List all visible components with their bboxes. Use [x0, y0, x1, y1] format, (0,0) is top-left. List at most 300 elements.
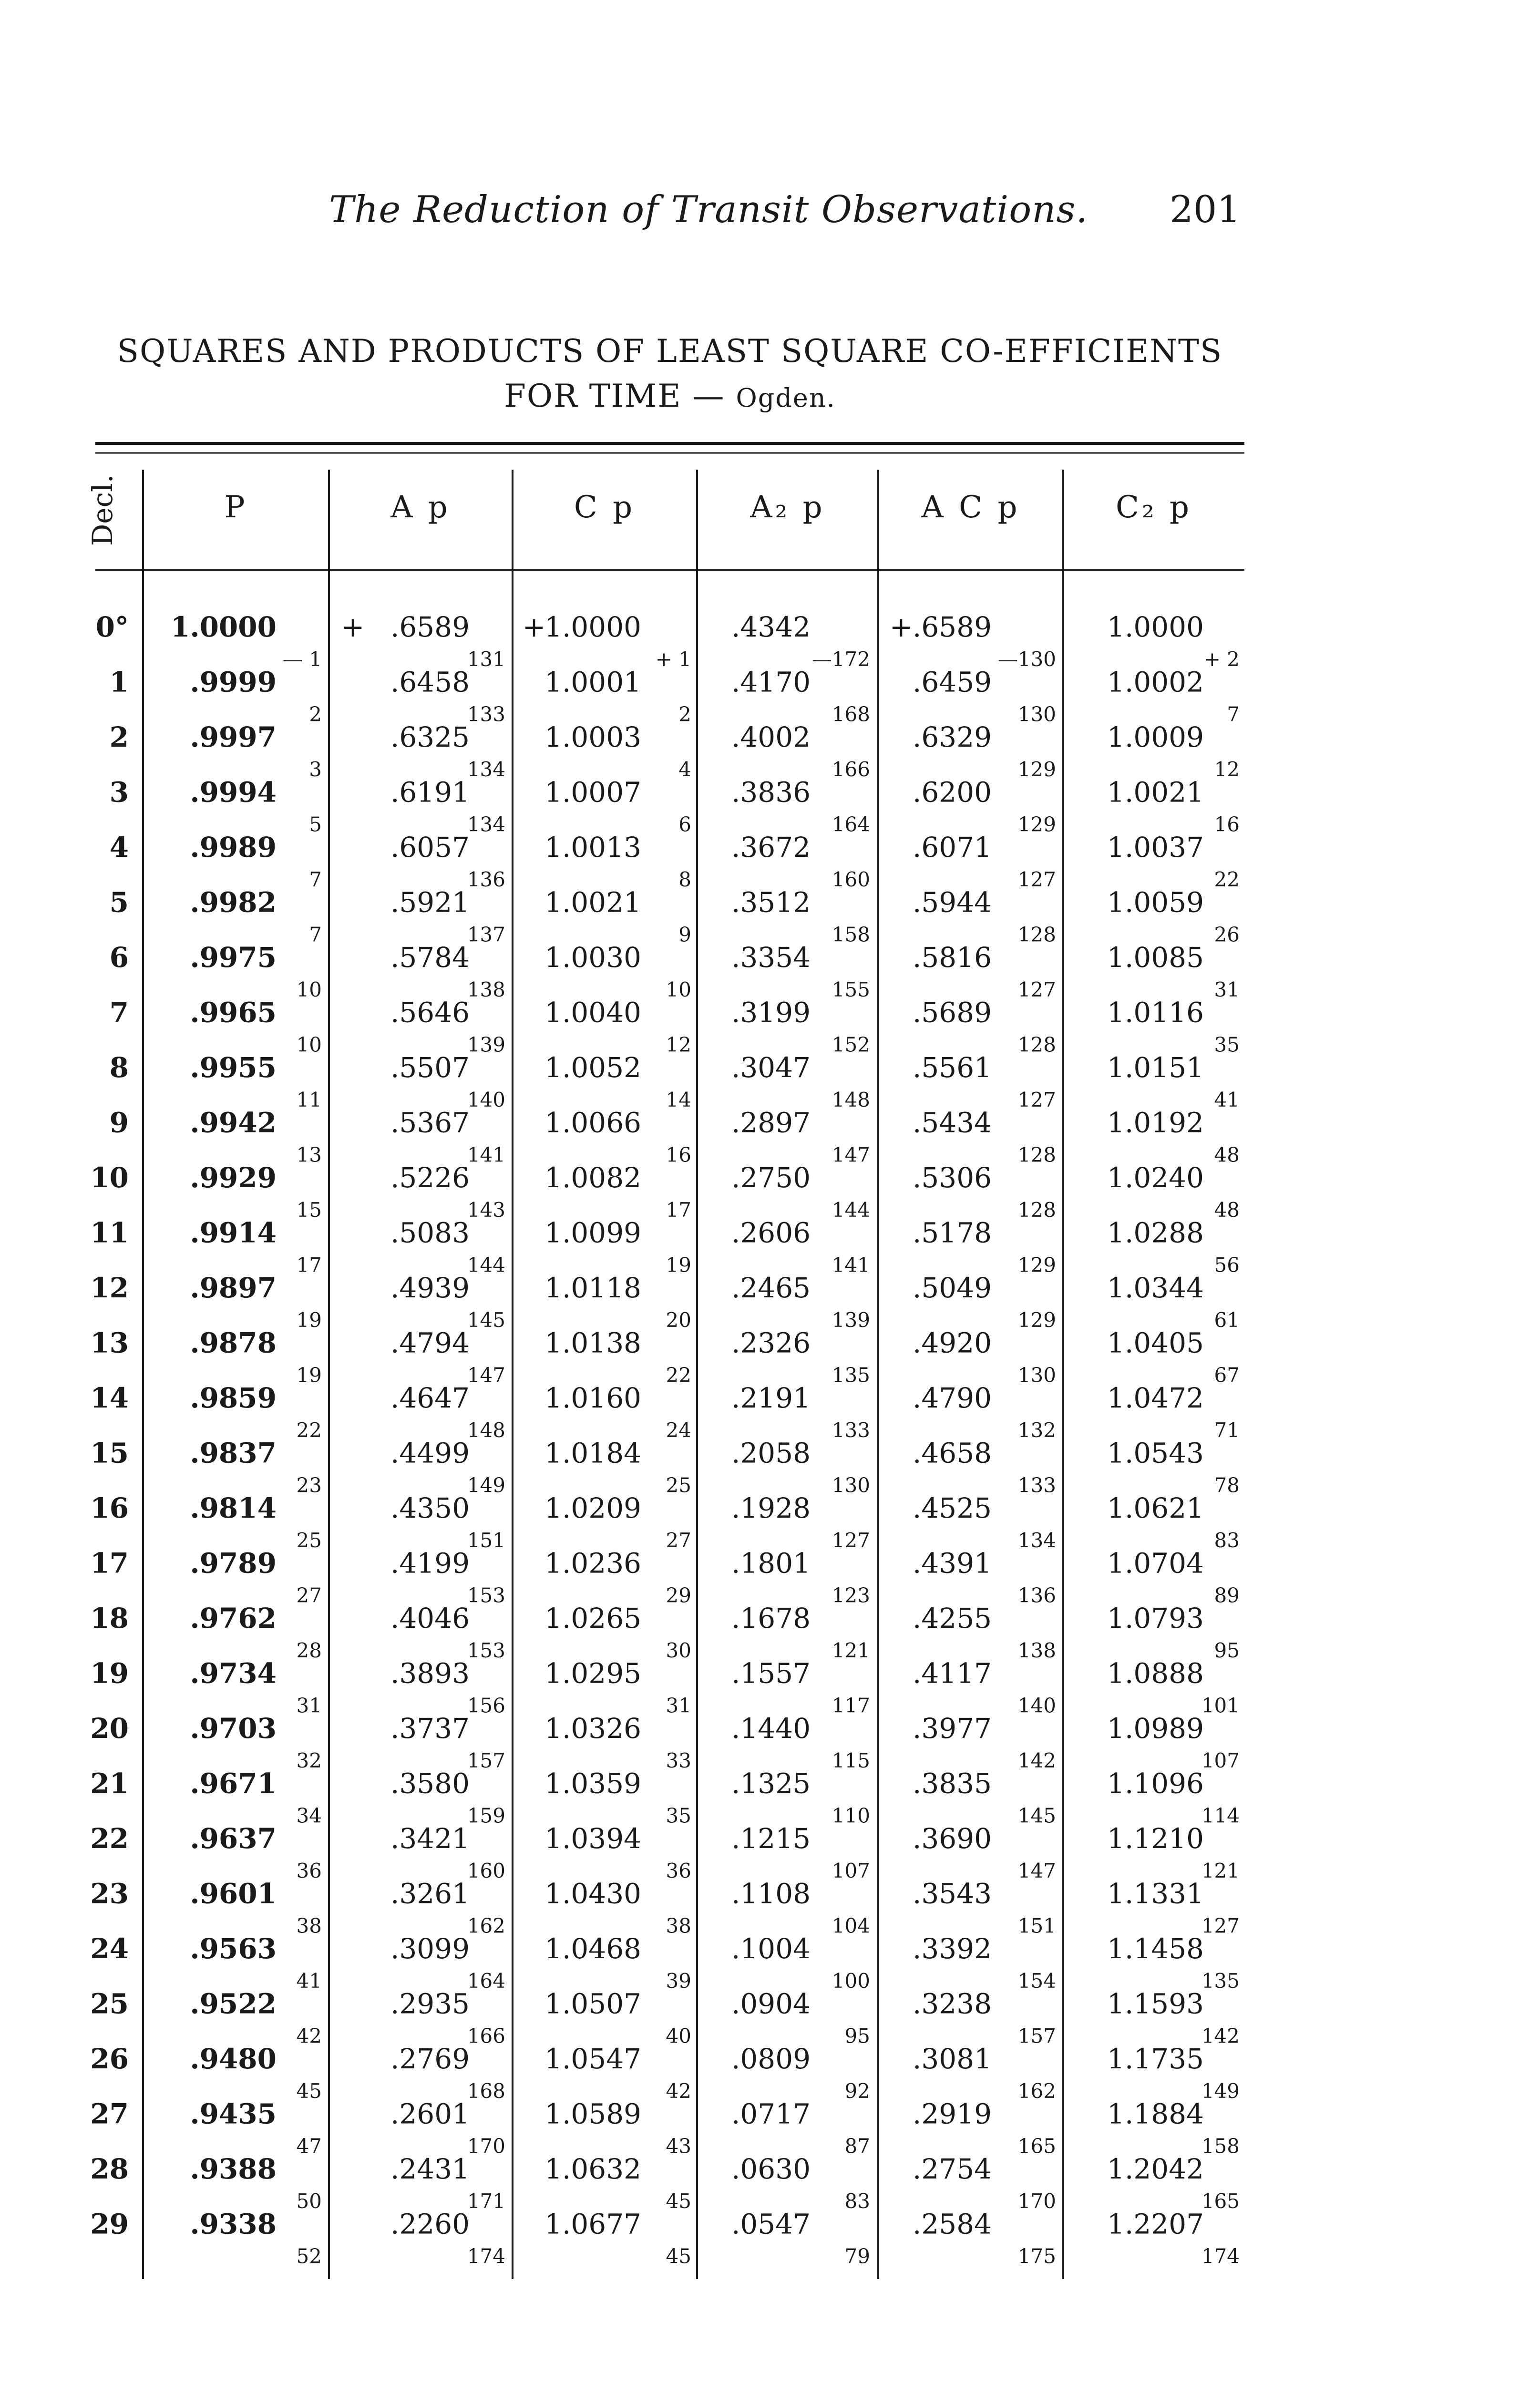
cell-value: .1440	[731, 1712, 811, 1745]
cell-value: .9997	[190, 721, 277, 753]
cell-value: .3081	[912, 2043, 992, 2075]
difference-value: 138	[1017, 1639, 1056, 1662]
difference-value: 168	[467, 2079, 505, 2103]
cell-value: 1.0000	[1107, 611, 1204, 643]
cell-value: .3737	[390, 1712, 470, 1745]
difference-value: 100	[832, 1969, 870, 1993]
difference-value: 35	[1214, 1033, 1240, 1057]
difference-value: 29	[666, 1583, 691, 1607]
cell-value: .9703	[190, 1712, 277, 1745]
difference-value: 139	[832, 1308, 870, 1332]
decl-value: 0°	[95, 611, 129, 643]
difference-value: 78	[1214, 1473, 1240, 1497]
difference-value: 168	[832, 702, 870, 726]
cell-value: .2058	[731, 1437, 811, 1469]
difference-value: 143	[467, 1198, 505, 1222]
cell-value: .1928	[731, 1492, 811, 1524]
difference-value: 127	[1017, 868, 1056, 891]
column-header: C p	[574, 490, 636, 525]
cell-value: .5434	[912, 1106, 992, 1139]
cell-value: .9734	[190, 1657, 277, 1690]
difference-value: 38	[296, 1914, 322, 1938]
difference-value: 115	[832, 1749, 870, 1772]
cell-value: 1.0003	[544, 721, 641, 753]
difference-value: 13	[296, 1143, 322, 1167]
cell-value: .0547	[731, 2208, 811, 2240]
column-header: A₂ p	[750, 490, 825, 525]
cell-value: 1.0265	[544, 1602, 641, 1634]
difference-value: 157	[467, 1749, 505, 1772]
difference-value: 166	[467, 2024, 505, 2048]
cell-value: 1.0209	[544, 1492, 641, 1524]
decl-value: 14	[90, 1382, 129, 1414]
difference-value: 158	[1201, 2134, 1240, 2158]
difference-value: 153	[467, 1639, 505, 1662]
difference-value: 17	[296, 1253, 322, 1277]
difference-value: 83	[844, 2189, 870, 2213]
difference-value: 107	[1201, 1749, 1240, 1772]
cell-value: .5083	[390, 1216, 470, 1249]
cell-value: .3421	[390, 1822, 470, 1855]
cell-value: .3354	[731, 941, 811, 974]
cell-value: 1.0082	[544, 1161, 641, 1194]
running-title: The Reduction of Transit Observations.	[329, 188, 1088, 231]
cell-value: .5784	[390, 941, 470, 974]
decl-value: 25	[90, 1987, 129, 2020]
cell-value: .1557	[731, 1657, 811, 1690]
cell-value: .3977	[912, 1712, 992, 1745]
cell-value: 1.0677	[544, 2208, 641, 2240]
difference-value: 10	[296, 978, 322, 1001]
cell-value: .9480	[190, 2043, 277, 2075]
difference-value: 133	[832, 1418, 870, 1442]
difference-value: —130	[997, 647, 1056, 671]
difference-value: 42	[666, 2079, 691, 2103]
difference-value: 33	[666, 1749, 691, 1772]
difference-value: 114	[1201, 1804, 1240, 1828]
cell-value: .3392	[912, 1932, 992, 1965]
difference-value: 101	[1201, 1694, 1240, 1717]
table-title-author: Ogden.	[736, 383, 836, 413]
difference-value: 5	[309, 812, 322, 836]
cell-value: 1.0138	[544, 1326, 641, 1359]
difference-value: 43	[666, 2134, 691, 2158]
cell-value: 1.0099	[544, 1216, 641, 1249]
difference-value: 107	[832, 1859, 870, 1882]
difference-value: 92	[844, 2079, 870, 2103]
cell-value: 1.0151	[1107, 1051, 1204, 1084]
difference-value: 27	[666, 1529, 691, 1552]
cell-value: .4499	[390, 1437, 470, 1469]
cell-value: .2897	[731, 1106, 811, 1139]
cell-value: .4255	[912, 1602, 992, 1634]
cell-value: 1.0000	[171, 611, 277, 643]
difference-value: 71	[1214, 1418, 1240, 1442]
cell-value: 1.0468	[544, 1932, 641, 1965]
difference-value: 52	[296, 2244, 322, 2268]
cell-value: 1.0021	[1107, 776, 1204, 809]
cell-value: .5367	[390, 1106, 470, 1139]
difference-value: 142	[1201, 2024, 1240, 2048]
cell-value: .5226	[390, 1161, 470, 1194]
cell-value: .9859	[190, 1382, 277, 1414]
cell-value: .4647	[390, 1382, 470, 1414]
difference-value: 56	[1214, 1253, 1240, 1277]
cell-value: 1.0888	[1107, 1657, 1204, 1690]
cell-value: 1.0059	[1107, 886, 1204, 919]
cell-value: .2191	[731, 1382, 811, 1414]
cell-value: .3580	[390, 1767, 470, 1800]
cell-value: 1.0000	[544, 611, 641, 643]
cell-value: 1.0589	[544, 2097, 641, 2130]
difference-value: 138	[467, 978, 505, 1001]
difference-value: 36	[296, 1859, 322, 1882]
decl-value: 22	[90, 1822, 129, 1855]
difference-value: 19	[296, 1308, 322, 1332]
cell-value: .1108	[731, 1877, 811, 1910]
difference-value: — 1	[282, 647, 322, 671]
difference-value: 117	[832, 1694, 870, 1717]
cell-value: .3893	[390, 1657, 470, 1690]
difference-value: 104	[832, 1914, 870, 1938]
cell-value: .5049	[912, 1272, 992, 1304]
cell-value: 1.1458	[1107, 1932, 1204, 1965]
cell-value: .9965	[190, 996, 277, 1029]
decl-value: 17	[90, 1547, 129, 1580]
cell-value: 1.0013	[544, 831, 641, 863]
cell-value: .2935	[390, 1987, 470, 2020]
cell-value: 1.0066	[544, 1106, 641, 1139]
cell-value: 1.0621	[1107, 1492, 1204, 1524]
difference-value: 19	[666, 1253, 691, 1277]
difference-value: 61	[1214, 1308, 1240, 1332]
cell-value: 1.0021	[544, 886, 641, 919]
decl-value: 2	[109, 721, 129, 753]
difference-value: 41	[296, 1969, 322, 1993]
difference-value: 174	[467, 2244, 505, 2268]
cell-value: 1.0037	[1107, 831, 1204, 863]
cell-value: .4342	[731, 611, 811, 643]
cell-value: 1.1096	[1107, 1767, 1204, 1800]
difference-value: 42	[296, 2024, 322, 2048]
cell-value: .4391	[912, 1547, 992, 1580]
cell-value: .3199	[731, 996, 811, 1029]
cell-value: .9975	[190, 941, 277, 974]
cell-value: .9897	[190, 1272, 277, 1304]
difference-value: 165	[1201, 2189, 1240, 2213]
page-number: 201	[1170, 188, 1241, 231]
difference-value: 154	[1017, 1969, 1056, 1993]
cell-value: 1.1884	[1107, 2097, 1204, 2130]
difference-value: 144	[832, 1198, 870, 1222]
decl-value: 11	[90, 1216, 129, 1249]
difference-value: 9	[678, 923, 691, 946]
difference-value: 134	[467, 812, 505, 836]
difference-value: + 2	[1203, 647, 1240, 671]
cell-value: 1.0405	[1107, 1326, 1204, 1359]
cell-value: .6459	[912, 666, 992, 699]
cell-value: .4117	[912, 1657, 992, 1690]
cell-value: .1801	[731, 1547, 811, 1580]
difference-value: 3	[309, 758, 322, 781]
cell-value: 1.0118	[544, 1272, 641, 1304]
cell-value: .5178	[912, 1216, 992, 1249]
difference-value: 129	[1017, 758, 1056, 781]
difference-value: 95	[844, 2024, 870, 2048]
cell-value: .2584	[912, 2208, 992, 2240]
cell-value: .9338	[190, 2208, 277, 2240]
difference-value: 7	[309, 868, 322, 891]
difference-value: 20	[666, 1308, 691, 1332]
cell-value: .9989	[190, 831, 277, 863]
cell-value: 1.0989	[1107, 1712, 1204, 1745]
cell-value: 1.0040	[544, 996, 641, 1029]
difference-value: 148	[467, 1418, 505, 1442]
cell-value: 1.0052	[544, 1051, 641, 1084]
difference-value: 128	[1017, 1143, 1056, 1167]
difference-value: 83	[1214, 1529, 1240, 1552]
cell-value: .4920	[912, 1326, 992, 1359]
cell-value: .9435	[190, 2097, 277, 2130]
cell-value: .6325	[390, 721, 470, 753]
difference-value: 38	[666, 1914, 691, 1938]
difference-value: 7	[309, 923, 322, 946]
cell-value: .4170	[731, 666, 811, 699]
difference-value: 131	[467, 647, 505, 671]
cell-value: 1.0547	[544, 2043, 641, 2075]
cell-value: .4790	[912, 1382, 992, 1414]
difference-value: 145	[467, 1308, 505, 1332]
decl-value: 27	[90, 2097, 129, 2130]
difference-value: 23	[296, 1473, 322, 1497]
cell-value: 1.1210	[1107, 1822, 1204, 1855]
difference-value: 2	[678, 702, 691, 726]
difference-value: 142	[1017, 1749, 1056, 1772]
difference-value: 135	[832, 1363, 870, 1387]
difference-value: 130	[832, 1473, 870, 1497]
difference-value: 136	[1017, 1583, 1056, 1607]
decl-value: 10	[90, 1161, 129, 1194]
cell-value: .3238	[912, 1987, 992, 2020]
difference-value: 139	[467, 1033, 505, 1057]
difference-value: 153	[467, 1583, 505, 1607]
difference-value: 128	[1017, 923, 1056, 946]
difference-value: 31	[296, 1694, 322, 1717]
difference-value: 4	[678, 758, 691, 781]
difference-value: 28	[296, 1639, 322, 1662]
difference-value: 164	[467, 1969, 505, 1993]
difference-value: 140	[467, 1088, 505, 1111]
cell-value: .9388	[190, 2153, 277, 2185]
cell-value: 1.1735	[1107, 2043, 1204, 2075]
cell-value: .1678	[731, 1602, 811, 1634]
cell-value: .3047	[731, 1051, 811, 1084]
cell-value: .9878	[190, 1326, 277, 1359]
difference-value: 175	[1017, 2244, 1056, 2268]
cell-value: 1.0288	[1107, 1216, 1204, 1249]
difference-value: 27	[296, 1583, 322, 1607]
difference-value: 31	[1214, 978, 1240, 1001]
cell-value: .4658	[912, 1437, 992, 1469]
difference-value: 24	[666, 1418, 691, 1442]
difference-value: 147	[832, 1143, 870, 1167]
difference-value: 26	[1214, 923, 1240, 946]
cell-value: .9999	[190, 666, 277, 699]
cell-value: .5816	[912, 941, 992, 974]
cell-value: .0630	[731, 2153, 811, 2185]
difference-value: 145	[1017, 1804, 1056, 1828]
cell-value: 1.0002	[1107, 666, 1204, 699]
cell-value: .6329	[912, 721, 992, 753]
decl-value: 7	[109, 996, 129, 1029]
decl-value: 28	[90, 2153, 129, 2185]
cell-value: 1.0160	[544, 1382, 641, 1414]
difference-value: 45	[666, 2189, 691, 2213]
cell-value: .1325	[731, 1767, 811, 1800]
cell-value: .4350	[390, 1492, 470, 1524]
difference-value: 110	[832, 1804, 870, 1828]
cell-value: .3543	[912, 1877, 992, 1910]
decl-value: 26	[90, 2043, 129, 2075]
difference-value: 162	[1017, 2079, 1056, 2103]
difference-value: + 1	[655, 647, 691, 671]
difference-value: 50	[296, 2189, 322, 2213]
cell-value: .6071	[912, 831, 992, 863]
cell-value: 1.0295	[544, 1657, 641, 1690]
cell-value: 1.0793	[1107, 1602, 1204, 1634]
cell-value: .2769	[390, 2043, 470, 2075]
cell-value: .3512	[731, 886, 811, 919]
difference-value: 41	[1214, 1088, 1240, 1111]
difference-value: 12	[1214, 758, 1240, 781]
difference-value: 158	[832, 923, 870, 946]
difference-value: 34	[296, 1804, 322, 1828]
difference-value: 129	[1017, 1308, 1056, 1332]
difference-value: 45	[296, 2079, 322, 2103]
difference-value: 2	[309, 702, 322, 726]
cell-value: .0809	[731, 2043, 811, 2075]
difference-value: 19	[296, 1363, 322, 1387]
cell-value: .6458	[390, 666, 470, 699]
cell-value: .4002	[731, 721, 811, 753]
cell-value: 1.0236	[544, 1547, 641, 1580]
cell-value: .3261	[390, 1877, 470, 1910]
difference-value: 32	[296, 1749, 322, 1772]
decl-value: 18	[90, 1602, 129, 1634]
difference-value: 137	[467, 923, 505, 946]
cell-value: .4525	[912, 1492, 992, 1524]
header-decl: Decl.	[86, 474, 119, 546]
decl-value: 15	[90, 1437, 129, 1469]
difference-value: 157	[1017, 2024, 1056, 2048]
cell-value: 1.0543	[1107, 1437, 1204, 1469]
difference-value: 35	[666, 1804, 691, 1828]
difference-value: 136	[467, 868, 505, 891]
cell-value: .6057	[390, 831, 470, 863]
difference-value: 31	[666, 1694, 691, 1717]
difference-value: 123	[832, 1583, 870, 1607]
cell-value: .0904	[731, 1987, 811, 2020]
difference-value: 16	[1214, 812, 1240, 836]
difference-value: 127	[1017, 978, 1056, 1001]
cell-value: 1.0240	[1107, 1161, 1204, 1194]
difference-value: 129	[1017, 812, 1056, 836]
cell-value: .6200	[912, 776, 992, 809]
difference-value: 25	[296, 1529, 322, 1552]
cell-value: .9955	[190, 1051, 277, 1084]
cell-value: 1.0001	[544, 666, 641, 699]
difference-value: 14	[666, 1088, 691, 1111]
cell-value: 1.0192	[1107, 1106, 1204, 1139]
cell-value: .2431	[390, 2153, 470, 2185]
difference-value: 130	[1017, 1363, 1056, 1387]
decl-value: 21	[90, 1767, 129, 1800]
cell-value: .1215	[731, 1822, 811, 1855]
difference-value: 127	[832, 1529, 870, 1552]
difference-value: 134	[1017, 1529, 1056, 1552]
cell-value: 1.0326	[544, 1712, 641, 1745]
decl-value: 16	[90, 1492, 129, 1524]
difference-value: 170	[467, 2134, 505, 2158]
difference-value: 155	[832, 978, 870, 1001]
decl-value: 6	[109, 941, 129, 974]
cell-value: .9762	[190, 1602, 277, 1634]
difference-value: 149	[467, 1473, 505, 1497]
cell-value: .1004	[731, 1932, 811, 1965]
cell-value: .3835	[912, 1767, 992, 1800]
difference-value: 67	[1214, 1363, 1240, 1387]
cell-value: .4794	[390, 1326, 470, 1359]
difference-value: 133	[467, 702, 505, 726]
difference-value: 141	[467, 1143, 505, 1167]
decl-value: 1	[109, 666, 129, 699]
difference-value: 132	[1017, 1418, 1056, 1442]
decl-value: 19	[90, 1657, 129, 1690]
difference-value: 128	[1017, 1198, 1056, 1222]
difference-value: 16	[666, 1143, 691, 1167]
cell-value: .2750	[731, 1161, 811, 1194]
cell-value: .9637	[190, 1822, 277, 1855]
difference-value: 121	[832, 1639, 870, 1662]
difference-value: 159	[467, 1804, 505, 1828]
difference-value: 127	[1017, 1088, 1056, 1111]
cell-value: 1.0116	[1107, 996, 1204, 1029]
difference-value: 25	[666, 1473, 691, 1497]
sign-prefix: +	[341, 611, 365, 643]
cell-value: .6191	[390, 776, 470, 809]
difference-value: 130	[1017, 702, 1056, 726]
decl-value: 4	[109, 831, 129, 863]
difference-value: 89	[1214, 1583, 1240, 1607]
cell-value: 1.0007	[544, 776, 641, 809]
difference-value: 148	[832, 1088, 870, 1111]
cell-value: .9982	[190, 886, 277, 919]
difference-value: 40	[666, 2024, 691, 2048]
cell-value: .2326	[731, 1326, 811, 1359]
decl-value: 23	[90, 1877, 129, 1910]
cell-value: .4199	[390, 1547, 470, 1580]
difference-value: 79	[844, 2244, 870, 2268]
difference-value: 127	[1201, 1914, 1240, 1938]
cell-value: 1.0030	[544, 941, 641, 974]
cell-value: .9522	[190, 1987, 277, 2020]
cell-value: .5944	[912, 886, 992, 919]
difference-value: 133	[1017, 1473, 1056, 1497]
cell-value: .9994	[190, 776, 277, 809]
column-header: A C p	[921, 490, 1020, 525]
cell-value: .2465	[731, 1272, 811, 1304]
cell-value: .9814	[190, 1492, 277, 1524]
